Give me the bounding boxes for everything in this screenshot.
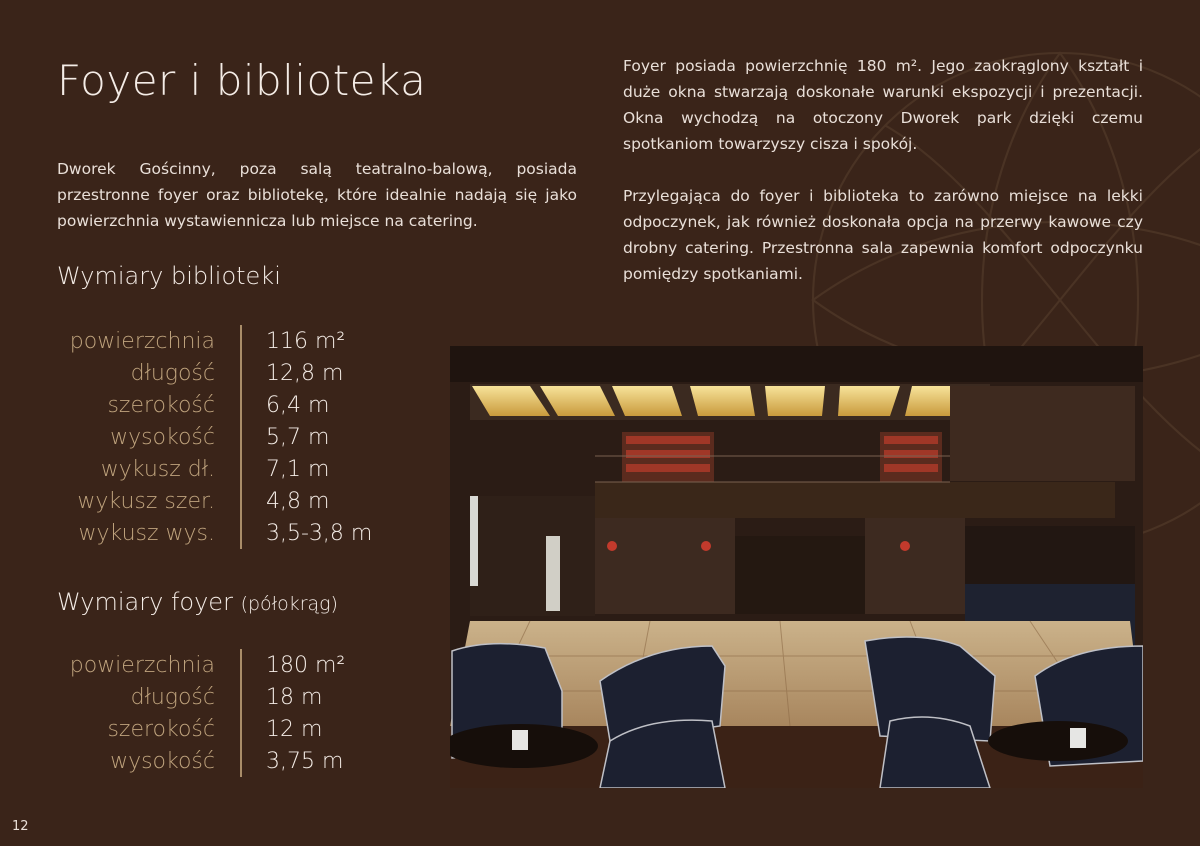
- foyer-heading-text: Wymiary foyer: [57, 588, 233, 616]
- foyer-dimensions-table: [57, 649, 437, 777]
- dimension-row: [57, 389, 437, 421]
- divider: [240, 713, 242, 745]
- dimension-row: [57, 453, 437, 485]
- dimension-row: [57, 681, 437, 713]
- dimension-value: 12,8 m: [266, 360, 344, 386]
- divider: [240, 325, 242, 357]
- divider: [240, 745, 242, 777]
- dimension-label: długość: [130, 360, 215, 386]
- dimension-label: wykusz wys.: [78, 520, 215, 546]
- divider: [240, 453, 242, 485]
- description-paragraph: Foyer posiada powierzchnię 180 m². Jego zaokrąglony kształt i duże okna stwarzają doskonałe warunki ekspozycji i prezentacji. Okna wychodzą na otoczony Dworek park dzięki czemu spotkaniom towarzyszy cisza i spokój.: [623, 57, 1143, 153]
- description-paragraph: Przylegająca do foyer i biblioteka to zarówno miejsce na lekki odpoczynek, jak również doskonała opcja na przerwy kawowe czy drobny catering. Przestronna sala zapewnia komfort odpoczynku pomiędzy spotkaniami.: [623, 187, 1143, 283]
- page-number: 12: [12, 819, 29, 834]
- dimension-label: wysokość: [110, 748, 215, 774]
- library-dimensions-table: [57, 325, 437, 549]
- dimension-value: 3,75 m: [266, 748, 344, 774]
- page-title: Foyer i biblioteka: [57, 56, 427, 105]
- dimension-row: [57, 649, 437, 681]
- dimension-value: 5,7 m: [266, 424, 330, 450]
- dimension-value: 6,4 m: [266, 392, 330, 418]
- dimension-value: 4,8 m: [266, 488, 330, 514]
- foyer-heading-note: (półokrąg): [240, 593, 338, 615]
- dimension-label: powierzchnia: [69, 652, 215, 678]
- divider: [240, 517, 242, 549]
- dimension-label: długość: [130, 684, 215, 710]
- dimension-row: [57, 357, 437, 389]
- dimension-row: [57, 421, 437, 453]
- dimension-value: 7,1 m: [266, 456, 330, 482]
- divider: [240, 485, 242, 517]
- foyer-dimensions-heading: [57, 588, 338, 616]
- divider: [240, 649, 242, 681]
- dimension-row: [57, 517, 437, 549]
- divider: [240, 357, 242, 389]
- library-dimensions-heading: [57, 262, 281, 290]
- dimension-row: [57, 485, 437, 517]
- dimension-value: 18 m: [266, 684, 323, 710]
- dimension-value: 116 m²: [266, 328, 346, 354]
- dimension-label: szerokość: [107, 716, 215, 742]
- dimension-label: wykusz szer.: [77, 488, 215, 514]
- description-column: [623, 53, 1143, 313]
- dimension-row: [57, 713, 437, 745]
- dimension-label: powierzchnia: [69, 328, 215, 354]
- library-heading-text: Wymiary biblioteki: [57, 262, 281, 290]
- dimension-value: 12 m: [266, 716, 323, 742]
- intro-paragraph: Dworek Gościnny, poza salą teatralno-balową, posiada przestronne foyer oraz bibliotekę, które idealnie nadają się jako powierzchnia wystawiennicza lub miejsce na catering.: [57, 160, 577, 230]
- dimension-label: wykusz dł.: [100, 456, 215, 482]
- divider: [240, 389, 242, 421]
- dimension-value: 180 m²: [266, 652, 346, 678]
- foyer-library-photo: [450, 346, 1143, 788]
- dimension-row: [57, 745, 437, 777]
- dimension-label: szerokość: [107, 392, 215, 418]
- dimension-value: 3,5-3,8 m: [266, 520, 373, 546]
- dimension-row: [57, 325, 437, 357]
- divider: [240, 681, 242, 713]
- dimension-label: wysokość: [110, 424, 215, 450]
- divider: [240, 421, 242, 453]
